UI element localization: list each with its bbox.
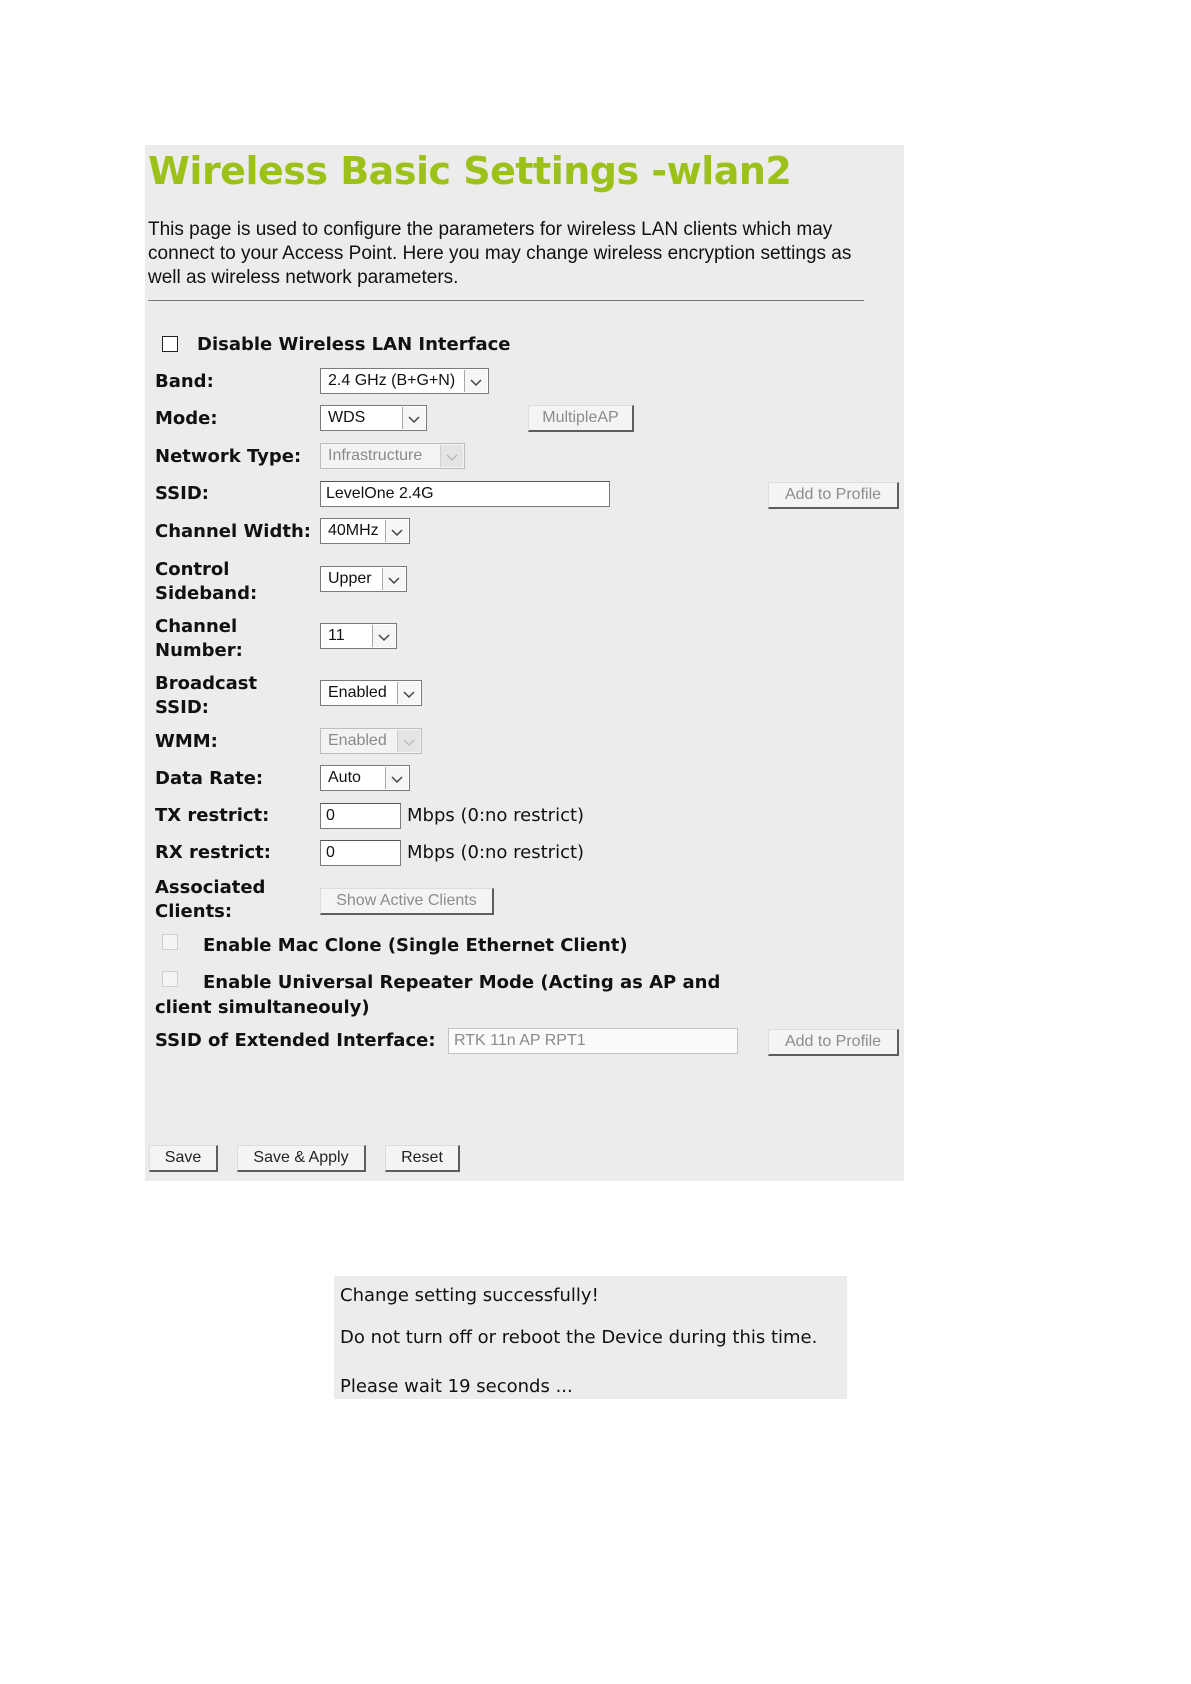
tx-restrict-label: TX restrict:: [155, 805, 270, 826]
rx-restrict-label: RX restrict:: [155, 842, 271, 863]
control-sideband-select[interactable]: [320, 566, 407, 592]
data-rate-label: Data Rate:: [155, 768, 264, 789]
channel-number-label-line1: Channel: [155, 616, 238, 637]
band-select[interactable]: [320, 368, 489, 394]
tx-restrict-unit: Mbps (0:no restrict): [407, 805, 585, 826]
network-type-select[interactable]: [320, 443, 465, 469]
channel-width-select[interactable]: [320, 518, 410, 544]
channel-number-select[interactable]: [320, 623, 397, 649]
add-to-profile-extended-button[interactable]: Add to Profile: [768, 1029, 899, 1056]
status-message-line3: Please wait 19 seconds ...: [340, 1376, 573, 1397]
network-type-value: Infrastructure: [328, 447, 423, 464]
control-sideband-label: [155, 558, 257, 606]
broadcast-ssid-label: [155, 672, 257, 720]
ssid-extended-label: SSID of Extended Interface:: [155, 1030, 436, 1051]
chevron-down-icon: [397, 682, 420, 704]
disable-wlan-checkbox[interactable]: [162, 336, 178, 352]
data-rate-value: Auto: [328, 769, 361, 786]
mode-select[interactable]: [320, 405, 427, 431]
page-title: Wireless Basic Settings -wlan2: [148, 149, 792, 193]
chevron-down-icon: [372, 625, 395, 647]
data-rate-select[interactable]: [320, 765, 410, 791]
associated-clients-label-line2: Clients:: [155, 901, 233, 922]
broadcast-ssid-label-line1: Broadcast: [155, 673, 258, 694]
ssid-label: SSID:: [155, 483, 209, 504]
mac-clone-checkbox[interactable]: [162, 934, 178, 950]
mac-clone-label: Enable Mac Clone (Single Ethernet Client): [203, 935, 628, 956]
ssid-input[interactable]: LevelOne 2.4G: [320, 481, 610, 507]
channel-number-label-line2: Number:: [155, 640, 243, 661]
wmm-label: WMM:: [155, 731, 218, 752]
universal-repeater-checkbox[interactable]: [162, 971, 178, 987]
chevron-down-icon: [385, 520, 408, 542]
universal-repeater-label-line2: client simultaneouly): [155, 997, 370, 1018]
save-apply-button[interactable]: Save & Apply: [237, 1145, 366, 1172]
chevron-down-icon: [397, 730, 420, 752]
rx-restrict-input[interactable]: 0: [320, 840, 401, 866]
ssid-extended-input[interactable]: RTK 11n AP RPT1: [448, 1028, 738, 1054]
divider: [148, 300, 864, 301]
save-button[interactable]: Save: [149, 1145, 218, 1172]
status-message-line1: Change setting successfully!: [340, 1285, 599, 1306]
chevron-down-icon: [385, 767, 408, 789]
chevron-down-icon: [402, 407, 425, 429]
associated-clients-label: [155, 876, 265, 924]
control-sideband-label-line1: Control: [155, 559, 230, 580]
control-sideband-value: Upper: [328, 570, 372, 587]
chevron-down-icon: [382, 568, 405, 590]
broadcast-ssid-label-line2: SSID:: [155, 697, 209, 718]
broadcast-ssid-select[interactable]: [320, 680, 422, 706]
settings-panel: [145, 145, 904, 1181]
wmm-select[interactable]: [320, 728, 422, 754]
band-value: 2.4 GHz (B+G+N): [328, 372, 456, 389]
reset-button[interactable]: Reset: [385, 1145, 460, 1172]
channel-width-value: 40MHz: [328, 522, 379, 539]
broadcast-ssid-value: Enabled: [328, 684, 387, 701]
mode-label: Mode:: [155, 408, 218, 429]
disable-wlan-label: Disable Wireless LAN Interface: [197, 334, 511, 355]
band-label: Band:: [155, 371, 214, 392]
rx-restrict-unit: Mbps (0:no restrict): [407, 842, 585, 863]
network-type-label: Network Type:: [155, 446, 302, 467]
status-message-line2: Do not turn off or reboot the Device during this time.: [340, 1327, 818, 1348]
page-description: This page is used to configure the parameters for wireless LAN clients which may connect to your Access Point. Here you may change wireless encryption settings as well as wireless network parameters.: [148, 219, 852, 288]
associated-clients-label-line1: Associated: [155, 877, 266, 898]
show-active-clients-button[interactable]: Show Active Clients: [320, 888, 494, 915]
multiple-ap-button[interactable]: MultipleAP: [528, 405, 634, 432]
tx-restrict-input[interactable]: 0: [320, 803, 401, 829]
wmm-value: Enabled: [328, 732, 387, 749]
chevron-down-icon: [464, 370, 487, 392]
control-sideband-label-line2: Sideband:: [155, 583, 258, 604]
mode-value: WDS: [328, 409, 366, 426]
chevron-down-icon: [440, 445, 463, 467]
channel-number-value: 11: [328, 627, 345, 644]
channel-number-label: [155, 615, 243, 663]
add-to-profile-button[interactable]: Add to Profile: [768, 482, 899, 509]
status-message-panel: [334, 1276, 847, 1399]
channel-width-label: Channel Width:: [155, 521, 311, 542]
universal-repeater-label-line1: Enable Universal Repeater Mode (Acting as AP and: [203, 972, 721, 993]
